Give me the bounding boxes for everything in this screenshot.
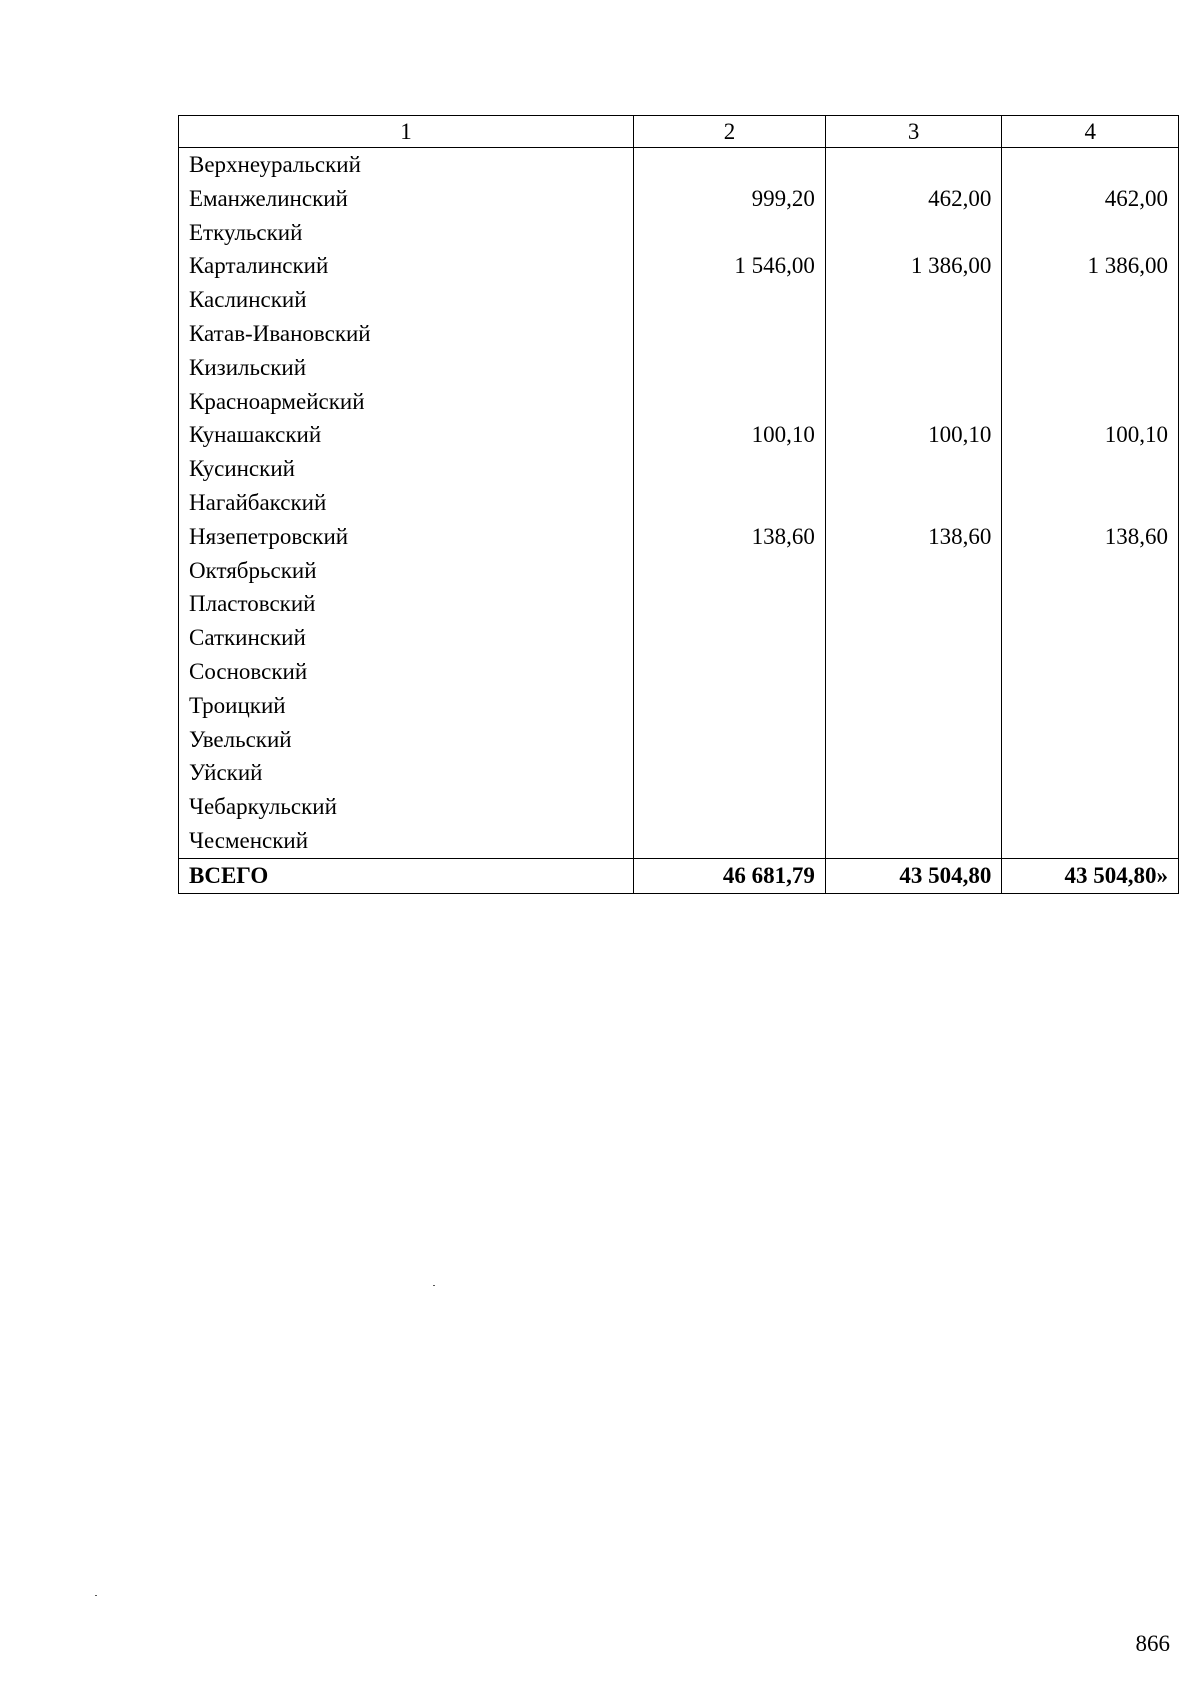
table-row: [179, 452, 1179, 486]
table-row: [179, 790, 1179, 824]
district-budget-table: [178, 115, 1179, 894]
district-name: Каслинский: [179, 283, 634, 317]
value-col3: 462,00: [825, 182, 1002, 216]
column-header-3: 3: [825, 116, 1002, 148]
scan-speck: [95, 1595, 97, 1596]
value-col2: [634, 283, 826, 317]
value-col3: [825, 756, 1002, 790]
table-row: [179, 756, 1179, 790]
value-col3: 1 386,00: [825, 249, 1002, 283]
total-label: ВСЕГО: [179, 858, 634, 893]
table-row: [179, 418, 1179, 452]
value-col3: [825, 587, 1002, 621]
value-col4: 100,10: [1002, 418, 1179, 452]
table-row: [179, 689, 1179, 723]
total-row: [179, 858, 1179, 893]
value-col4: [1002, 452, 1179, 486]
district-name: Саткинский: [179, 621, 634, 655]
value-col2: 100,10: [634, 418, 826, 452]
district-name: Еманжелинский: [179, 182, 634, 216]
table-row: [179, 216, 1179, 250]
column-header-2: 2: [634, 116, 826, 148]
value-col3: [825, 486, 1002, 520]
value-col4: [1002, 317, 1179, 351]
district-name: Нагайбакский: [179, 486, 634, 520]
column-header-1: 1: [179, 116, 634, 148]
value-col4: [1002, 689, 1179, 723]
table-body: [179, 148, 1179, 859]
table-row: [179, 249, 1179, 283]
table-row: [179, 182, 1179, 216]
value-col3: 100,10: [825, 418, 1002, 452]
value-col3: [825, 351, 1002, 385]
value-col4: [1002, 351, 1179, 385]
district-name: Увельский: [179, 723, 634, 757]
value-col4: [1002, 385, 1179, 419]
value-col4: [1002, 554, 1179, 588]
district-name: Нязепетровский: [179, 520, 634, 554]
district-name: Чебаркульский: [179, 790, 634, 824]
district-name: Еткульский: [179, 216, 634, 250]
value-col3: [825, 655, 1002, 689]
value-col2: [634, 824, 826, 858]
table-row: [179, 587, 1179, 621]
value-col3: [825, 554, 1002, 588]
value-col2: [634, 351, 826, 385]
district-name: Пластовский: [179, 587, 634, 621]
value-col3: [825, 385, 1002, 419]
table-row: [179, 385, 1179, 419]
district-name: Кизильский: [179, 351, 634, 385]
page-number: 866: [1135, 1631, 1170, 1656]
table-row: [179, 283, 1179, 317]
total-value-col4: 43 504,80»: [1002, 858, 1179, 893]
value-col4: [1002, 486, 1179, 520]
value-col3: [825, 790, 1002, 824]
column-header-4: 4: [1002, 116, 1179, 148]
value-col2: 999,20: [634, 182, 826, 216]
value-col3: [825, 723, 1002, 757]
table-row: [179, 351, 1179, 385]
district-name: Чесменский: [179, 824, 634, 858]
table-row: [179, 723, 1179, 757]
value-col3: [825, 452, 1002, 486]
value-col4: 138,60: [1002, 520, 1179, 554]
value-col3: [825, 283, 1002, 317]
value-col4: [1002, 723, 1179, 757]
table-row: [179, 655, 1179, 689]
value-col2: [634, 385, 826, 419]
total-value-col2: 46 681,79: [634, 858, 826, 893]
table-row: [179, 554, 1179, 588]
table-row: [179, 486, 1179, 520]
value-col4: [1002, 587, 1179, 621]
district-name: Кунашакский: [179, 418, 634, 452]
value-col4: 462,00: [1002, 182, 1179, 216]
scan-speck: [433, 1285, 435, 1286]
value-col4: [1002, 824, 1179, 858]
value-col2: 1 546,00: [634, 249, 826, 283]
value-col4: [1002, 216, 1179, 250]
value-col2: 138,60: [634, 520, 826, 554]
value-col2: [634, 148, 826, 182]
district-name: Октябрьский: [179, 554, 634, 588]
value-col4: 1 386,00: [1002, 249, 1179, 283]
value-col2: [634, 756, 826, 790]
value-col4: [1002, 621, 1179, 655]
table-header-row: [179, 116, 1179, 148]
value-col3: [825, 689, 1002, 723]
value-col3: [825, 148, 1002, 182]
table-row: [179, 824, 1179, 858]
total-value-col3: 43 504,80: [825, 858, 1002, 893]
value-col2: [634, 621, 826, 655]
value-col2: [634, 554, 826, 588]
value-col4: [1002, 148, 1179, 182]
value-col4: [1002, 790, 1179, 824]
value-col3: [825, 621, 1002, 655]
value-col2: [634, 317, 826, 351]
value-col3: 138,60: [825, 520, 1002, 554]
district-name: Кусинский: [179, 452, 634, 486]
value-col2: [634, 452, 826, 486]
value-col2: [634, 790, 826, 824]
district-name: Карталинский: [179, 249, 634, 283]
value-col3: [825, 824, 1002, 858]
value-col2: [634, 486, 826, 520]
value-col3: [825, 216, 1002, 250]
value-col2: [634, 723, 826, 757]
value-col4: [1002, 756, 1179, 790]
value-col4: [1002, 655, 1179, 689]
district-name: Красноармейский: [179, 385, 634, 419]
district-name: Троицкий: [179, 689, 634, 723]
value-col4: [1002, 283, 1179, 317]
value-col2: [634, 587, 826, 621]
table-row: [179, 621, 1179, 655]
district-name: Уйский: [179, 756, 634, 790]
table-row: [179, 317, 1179, 351]
district-name: Верхнеуральский: [179, 148, 634, 182]
district-name: Катав-Ивановский: [179, 317, 634, 351]
value-col2: [634, 216, 826, 250]
district-name: Сосновский: [179, 655, 634, 689]
value-col2: [634, 655, 826, 689]
table-row: [179, 148, 1179, 182]
table-row: [179, 520, 1179, 554]
value-col2: [634, 689, 826, 723]
value-col3: [825, 317, 1002, 351]
